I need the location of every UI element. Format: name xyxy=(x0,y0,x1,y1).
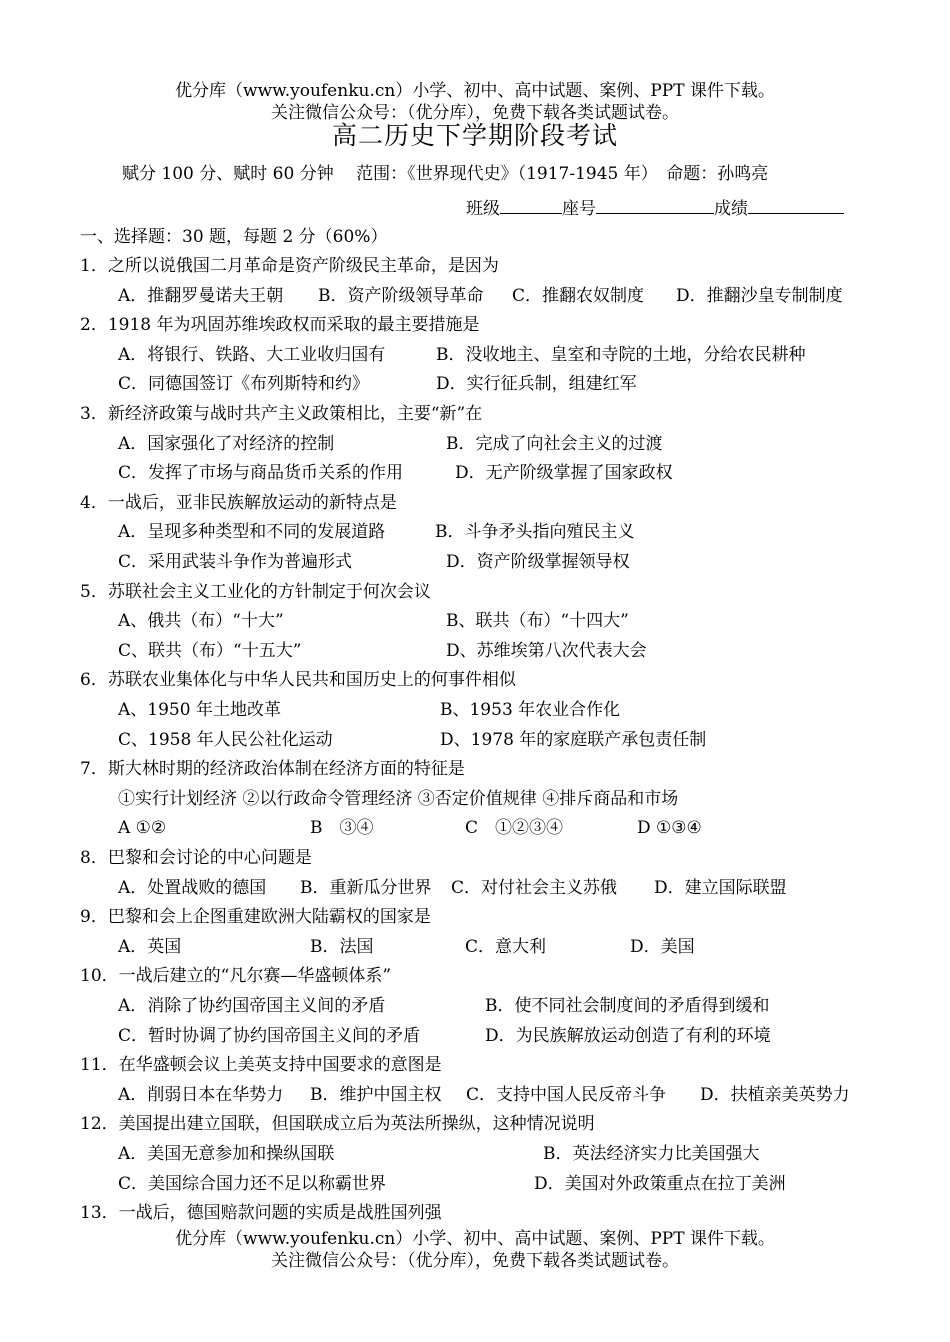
question-option: A、1950 年土地改革 xyxy=(118,700,281,720)
question-option: D．无产阶级掌握了国家政权 xyxy=(455,463,673,484)
question-stem: 6．苏联农业集体化与中华人民共和国历史上的何事件相似 xyxy=(80,670,516,691)
seat-blank xyxy=(596,195,714,214)
footer-line-2: 关注微信公众号：（优分库），免费下载各类试题试卷。 xyxy=(271,1251,679,1271)
seat-label: 座号 xyxy=(562,199,596,219)
question-option: B．资产阶级领导革命 xyxy=(318,285,484,306)
exam-subtitle: 赋分 100 分、赋时 60 分钟 范围：《世界现代史》（1917-1945 年） 命题：孙鸣亮 xyxy=(122,164,769,184)
question-option: A ①② xyxy=(118,818,167,839)
question-option: B．维护中国主权 xyxy=(310,1084,442,1105)
question-option: A．削弱日本在华势力 xyxy=(118,1084,284,1105)
score-label: 成绩 xyxy=(714,199,748,219)
question-option: D．美国对外政策重点在拉丁美洲 xyxy=(534,1173,786,1194)
question-stem: 7．斯大林时期的经济政治体制在经济方面的特征是 xyxy=(80,759,465,780)
question-option: D ①③④ xyxy=(637,818,702,839)
class-label: 班级 xyxy=(466,199,500,219)
question-stem: 10．一战后建立的“凡尔赛—华盛顿体系” xyxy=(80,966,392,987)
question-stem: 4．一战后，亚非民族解放运动的新特点是 xyxy=(80,492,397,513)
question-option: B、1953 年农业合作化 xyxy=(440,700,621,720)
question-option: B、联共（布）“十四大” xyxy=(446,611,629,632)
question-option: D．实行征兵制，组建红军 xyxy=(436,374,637,395)
class-blank xyxy=(500,195,562,214)
header-line-1: 优分库（www.youfenku.cn）小学、初中、高中试题、案例、PPT 课件下载。 xyxy=(175,81,775,101)
question-option: A、俄共（布）“十大” xyxy=(118,611,284,632)
question-option: B．英法经济实力比美国强大 xyxy=(543,1144,760,1164)
score-blank xyxy=(748,195,844,214)
question-option: C．同德国签订《布列斯特和约》 xyxy=(118,374,370,395)
question-option: D．资产阶级掌握领导权 xyxy=(446,552,630,572)
question-option: C．采用武装斗争作为普遍形式 xyxy=(118,552,353,572)
question-option: D．美国 xyxy=(630,936,695,957)
question-option: C ①②③④ xyxy=(465,818,564,839)
question-option: C．发挥了市场与商品货币关系的作用 xyxy=(118,463,404,484)
question-option: C．支持中国人民反帝斗争 xyxy=(466,1084,667,1105)
question-option: D．为民族解放运动创造了有利的环境 xyxy=(485,1025,771,1046)
page-title: 高二历史下学期阶段考试 xyxy=(331,121,618,150)
question-stem: 12．美国提出建立国联，但国联成立后为英法所操纵，这种情况说明 xyxy=(80,1114,595,1135)
question-option: A．美国无意参加和操纵国联 xyxy=(118,1144,335,1164)
question-option: C．美国综合国力还不足以称霸世界 xyxy=(118,1173,387,1194)
question-option: A．将银行、铁路、大工业收归国有 xyxy=(118,344,386,365)
question-stem: 3．新经济政策与战时共产主义政策相比，主要“新”在 xyxy=(80,404,483,424)
question-option: D、1978 年的家庭联产承包责任制 xyxy=(440,729,707,750)
question-option: C、1958 年人民公社化运动 xyxy=(118,729,333,750)
question-option: D、苏维埃第八次代表大会 xyxy=(446,640,647,661)
header-line-2: 关注微信公众号：（优分库），免费下载各类试题试卷。 xyxy=(271,103,679,123)
question-option: D．建立国际联盟 xyxy=(654,877,787,898)
question-option: A．呈现多种类型和不同的发展道路 xyxy=(118,522,386,543)
question-option: C．意大利 xyxy=(465,936,547,957)
question-option: B．法国 xyxy=(310,936,374,957)
question-option: B．使不同社会制度间的矛盾得到缓和 xyxy=(485,996,770,1016)
question-stem: 11．在华盛顿会议上美英支持中国要求的意图是 xyxy=(80,1055,442,1076)
section-heading: 一、选择题：30 题，每题 2 分（60%） xyxy=(80,227,388,247)
footer-line-1: 优分库（www.youfenku.cn）小学、初中、高中试题、案例、PPT 课件下载。 xyxy=(175,1229,775,1249)
question-option: A．英国 xyxy=(118,936,182,957)
question-option: A．处置战败的德国 xyxy=(118,877,267,898)
question-option: A．消除了协约国帝国主义间的矛盾 xyxy=(118,996,386,1016)
question-stem: 13．一战后，德国赔款问题的实质是战胜国列强 xyxy=(80,1203,442,1224)
question-option: D．推翻沙皇专制制度 xyxy=(676,285,843,306)
question-stem: 8．巴黎和会讨论的中心问题是 xyxy=(80,848,312,868)
question-option: B．没收地主、皇室和寺院的土地，分给农民耕种 xyxy=(436,344,806,365)
question-option: C、联共（布）“十五大” xyxy=(118,640,302,661)
student-info xyxy=(466,195,844,221)
question-option: B ③④ xyxy=(310,818,374,839)
question-option: C．推翻农奴制度 xyxy=(512,285,645,306)
question-option: A．推翻罗曼诺夫王朝 xyxy=(118,285,284,306)
question-option: B．重新瓜分世界 xyxy=(300,877,432,898)
question-option: C．对付社会主义苏俄 xyxy=(451,877,618,898)
question-stem: 1．之所以说俄国二月革命是资产阶级民主革命，是因为 xyxy=(80,256,499,276)
question-option: D．扶植亲美英势力 xyxy=(700,1084,850,1105)
question-stem: 9．巴黎和会上企图重建欧洲大陆霸权的国家是 xyxy=(80,907,431,928)
question-stem: 5．苏联社会主义工业化的方针制定于何次会议 xyxy=(80,581,431,602)
question-option: B．斗争矛头指向殖民主义 xyxy=(435,522,635,543)
question-option: A．国家强化了对经济的控制 xyxy=(118,433,335,454)
question-option: ①实行计划经济 ②以行政命令管理经济 ③否定价值规律 ④排斥商品和市场 xyxy=(118,788,679,809)
question-stem: 2．1918 年为巩固苏维埃政权而采取的最主要措施是 xyxy=(80,315,480,336)
question-option: B．完成了向社会主义的过渡 xyxy=(446,433,663,454)
question-option: C．暂时协调了协约国帝国主义间的矛盾 xyxy=(118,1025,421,1046)
